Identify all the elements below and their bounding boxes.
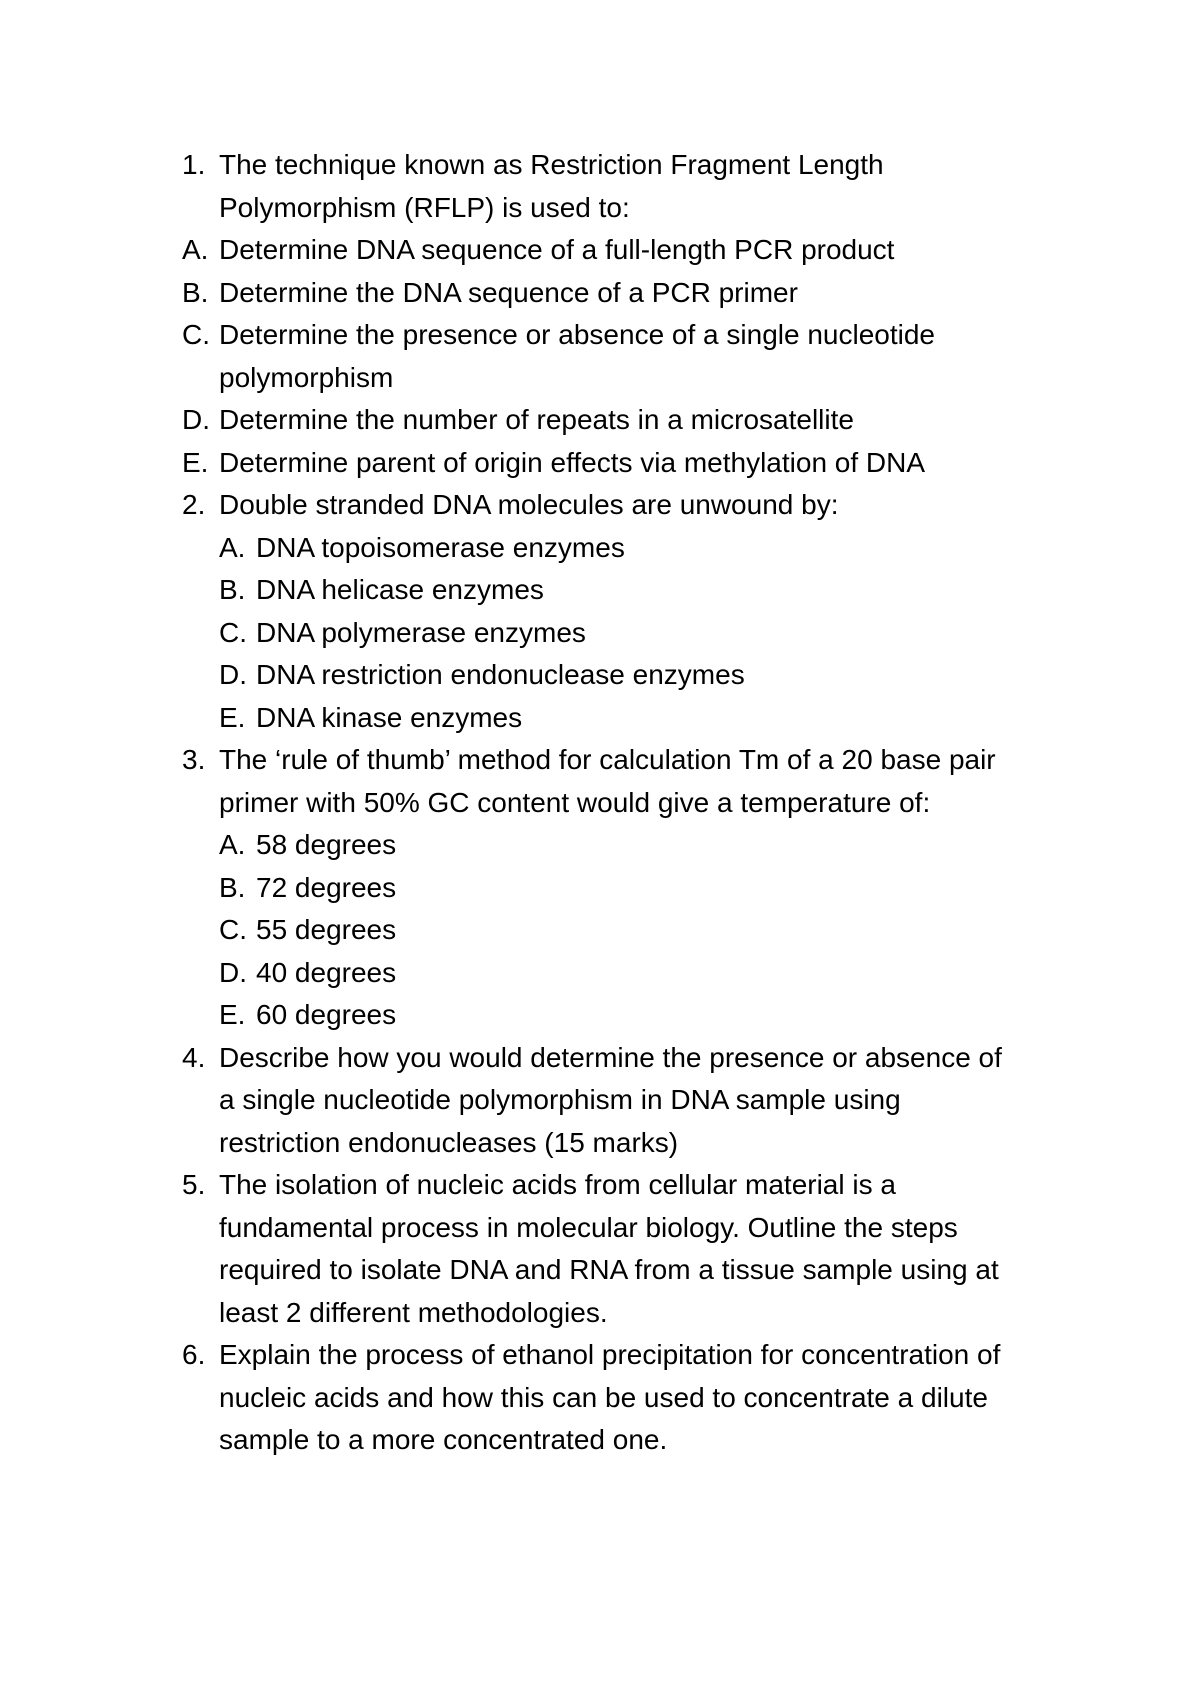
q1-option-c-cont xyxy=(0,357,1200,400)
question-number: 4. xyxy=(182,1041,206,1073)
question-text: restriction endonucleases (15 marks) xyxy=(219,1126,679,1158)
q3-option-b xyxy=(0,867,1200,910)
question-3-line-1 xyxy=(0,739,1200,782)
question-1-line-1 xyxy=(0,144,1200,187)
option-letter: A. xyxy=(219,531,246,563)
option-text: DNA restriction endonuclease enzymes xyxy=(256,659,745,690)
question-2-line-1 xyxy=(0,484,1200,527)
option-letter: B. xyxy=(219,574,246,605)
q2-option-a xyxy=(0,527,1200,570)
question-text: Describe how you would determine the presence or absence of xyxy=(219,1041,1002,1073)
q1-option-c xyxy=(0,314,1200,357)
option-text: 55 degrees xyxy=(256,914,397,945)
question-number: 3. xyxy=(182,744,206,775)
option-text: Determine DNA sequence of a full-length PCR product xyxy=(219,234,895,265)
option-text: DNA topoisomerase enzymes xyxy=(256,531,625,563)
question-text: The isolation of nucleic acids from cellular material is a xyxy=(219,1169,896,1200)
q2-option-d xyxy=(0,654,1200,697)
question-6-line-2 xyxy=(0,1377,1200,1420)
option-letter: A. xyxy=(219,829,246,860)
option-text: Determine the DNA sequence of a PCR primer xyxy=(219,276,798,308)
question-4-line-3 xyxy=(0,1122,1200,1165)
question-text: fundamental process in molecular biology. Outline the steps xyxy=(219,1211,958,1243)
question-text: Double stranded DNA molecules are unwound by: xyxy=(219,489,839,520)
option-text: polymorphism xyxy=(219,361,394,393)
question-4-line-1 xyxy=(0,1037,1200,1080)
option-text: Determine parent of origin effects via methylation of DNA xyxy=(219,446,926,478)
option-text: DNA helicase enzymes xyxy=(256,574,544,605)
question-5-line-3 xyxy=(0,1249,1200,1292)
option-text: DNA kinase enzymes xyxy=(256,701,523,733)
question-5-line-4 xyxy=(0,1292,1200,1335)
question-number: 5. xyxy=(182,1169,206,1200)
q1-option-d xyxy=(0,399,1200,442)
q2-option-c xyxy=(0,612,1200,655)
q2-option-b xyxy=(0,569,1200,612)
option-letter: D. xyxy=(182,404,210,435)
question-text: The ‘rule of thumb’ method for calculation Tm of a 20 base pair xyxy=(219,744,996,775)
option-letter: E. xyxy=(219,701,246,733)
q1-option-b xyxy=(0,272,1200,315)
q1-option-e xyxy=(0,442,1200,485)
option-letter: C. xyxy=(219,914,247,945)
q2-option-e xyxy=(0,697,1200,740)
question-number: 1. xyxy=(182,149,206,180)
question-text: The technique known as Restriction Fragment Length xyxy=(219,149,884,180)
question-5-line-1 xyxy=(0,1164,1200,1207)
question-1-line-2 xyxy=(0,187,1200,230)
question-4-line-2 xyxy=(0,1079,1200,1122)
question-6-line-3 xyxy=(0,1419,1200,1462)
question-text: nucleic acids and how this can be used to concentrate a dilute xyxy=(219,1381,988,1413)
q3-option-d xyxy=(0,952,1200,995)
question-text: sample to a more concentrated one. xyxy=(219,1424,668,1455)
q3-option-a xyxy=(0,824,1200,867)
option-text: Determine the number of repeats in a microsatellite xyxy=(219,404,854,435)
question-text: required to isolate DNA and RNA from a tissue sample using at xyxy=(219,1254,999,1285)
q3-option-e xyxy=(0,994,1200,1037)
option-letter: B. xyxy=(182,276,209,308)
question-5-line-2 xyxy=(0,1207,1200,1250)
option-text: 40 degrees xyxy=(256,956,397,988)
option-letter: C. xyxy=(182,319,210,350)
option-text: 58 degrees xyxy=(256,829,397,860)
option-letter: E. xyxy=(182,446,209,478)
question-text: primer with 50% GC content would give a temperature of: xyxy=(219,786,931,818)
option-text: 72 degrees xyxy=(256,871,397,903)
option-text: Determine the presence or absence of a single nucleotide xyxy=(219,319,935,350)
question-number: 2. xyxy=(182,489,206,520)
option-letter: E. xyxy=(219,999,246,1030)
question-text: a single nucleotide polymorphism in DNA sample using xyxy=(219,1084,901,1115)
option-letter: B. xyxy=(219,871,246,903)
question-text: Polymorphism (RFLP) is used to: xyxy=(219,191,630,223)
question-3-line-2 xyxy=(0,782,1200,825)
question-text: least 2 different methodologies. xyxy=(219,1296,608,1328)
question-6-line-1 xyxy=(0,1334,1200,1377)
q1-option-a xyxy=(0,229,1200,272)
question-list xyxy=(0,144,1200,1462)
question-number: 6. xyxy=(182,1339,206,1370)
option-letter: D. xyxy=(219,659,247,690)
option-text: DNA polymerase enzymes xyxy=(256,616,586,648)
option-letter: C. xyxy=(219,616,247,648)
question-text: Explain the process of ethanol precipitation for concentration of xyxy=(219,1339,1001,1370)
option-letter: A. xyxy=(182,234,209,265)
q3-option-c xyxy=(0,909,1200,952)
option-text: 60 degrees xyxy=(256,999,397,1030)
option-letter: D. xyxy=(219,956,247,988)
